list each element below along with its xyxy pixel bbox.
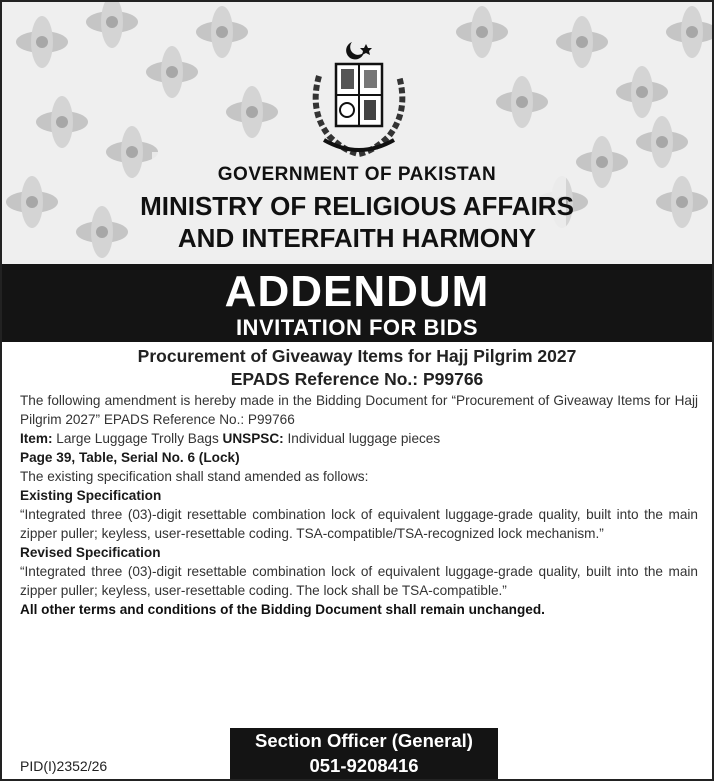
revised-spec-heading: Revised Specification bbox=[20, 545, 161, 560]
footer-section bbox=[2, 720, 712, 781]
ministry-line-2: AND INTERFAITH HARMONY bbox=[177, 223, 537, 253]
state-emblem-icon bbox=[304, 36, 414, 160]
item-value: Large Luggage Trolly Bags bbox=[56, 431, 219, 446]
addendum-title: ADDENDUM bbox=[224, 267, 490, 316]
subject-line-2: EPADS Reference No.: P99766 bbox=[230, 369, 484, 389]
page-reference: Page 39, Table, Serial No. 6 (Lock) bbox=[20, 450, 240, 465]
addendum-banner bbox=[2, 264, 712, 342]
intro-paragraph: The following amendment is hereby made in the Bidding Document for “Procurement of Giveaway Items for Hajj Pilgrim 2027” EPADS Reference No.: P99766 bbox=[20, 393, 698, 427]
unspsc-value: Individual luggage pieces bbox=[287, 431, 441, 446]
existing-spec-heading: Existing Specification bbox=[20, 488, 162, 503]
ministry-title bbox=[2, 190, 712, 254]
header-section bbox=[2, 2, 712, 264]
procurement-subject bbox=[2, 345, 712, 391]
subject-line-1: Procurement of Giveaway Items for Hajj Pilgrim 2027 bbox=[137, 346, 577, 366]
existing-spec-text: “Integrated three (03)-digit resettable combination lock of equivalent luggage-grade quality, built into the main zipper puller; keyless, user-resettable coding. TSA-compatible/TSA-recognized lock mechanism.” bbox=[20, 507, 698, 541]
pid-number: PID(I)2352/26 bbox=[20, 758, 108, 774]
government-title: GOVERNMENT OF PAKISTAN bbox=[217, 164, 497, 185]
ministry-line-1: MINISTRY OF RELIGIOUS AFFAIRS bbox=[140, 191, 574, 221]
unspsc-label: UNSPSC: bbox=[222, 431, 284, 446]
officer-title: Section Officer (General) bbox=[255, 730, 473, 751]
revised-spec-text: “Integrated three (03)-digit resettable combination lock of equivalent luggage-grade quality, built into the main zipper puller; keyless, user-resettable coding. The lock shall be TSA-compatible.” bbox=[20, 564, 698, 598]
notice-body bbox=[2, 391, 712, 619]
invitation-subtitle: INVITATION FOR BIDS bbox=[235, 315, 479, 340]
contact-bar bbox=[230, 728, 498, 781]
item-line bbox=[20, 429, 698, 448]
item-label: Item: bbox=[20, 431, 53, 446]
phone-number: 051-9208416 bbox=[309, 755, 419, 776]
closing-statement: All other terms and conditions of the Bidding Document shall remain unchanged. bbox=[20, 602, 545, 617]
amendment-note: The existing specification shall stand amended as follows: bbox=[20, 469, 369, 484]
